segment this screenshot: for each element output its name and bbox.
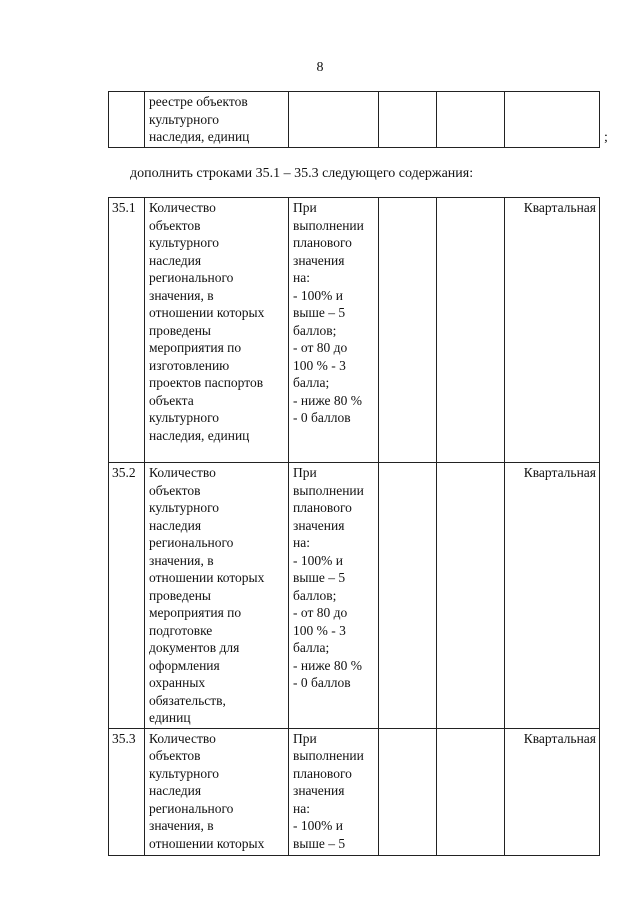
table-cell [109, 92, 145, 148]
cell-text-line: на: [293, 535, 310, 550]
intro-paragraph: дополнить строками 35.1 – 35.3 следующего содержания: [130, 166, 474, 181]
cell-text-line: выше – 5 [293, 305, 346, 320]
table-cell [145, 92, 289, 148]
continued-table [108, 91, 600, 148]
cell-text-line: наследия [149, 783, 202, 798]
cell-text-line: наследия [149, 517, 202, 533]
cell-text-line: значения, в [149, 287, 214, 303]
cell-text-line: При [293, 730, 317, 746]
cell-text-line: значения [293, 783, 345, 798]
cell-text-line: - ниже 80 % [293, 657, 362, 673]
cell-text-line: оформления [149, 657, 220, 673]
table-cell [437, 198, 505, 463]
cell-text-line: на: [293, 800, 310, 816]
cell-text-line: планового [293, 765, 352, 781]
indicator-name [145, 463, 289, 729]
cell-text-line: культурного [149, 235, 220, 250]
cell-text-line: охранных [149, 675, 206, 690]
cell-text-line: - 100% и [293, 818, 343, 833]
cell-text-line: значения, в [149, 552, 214, 568]
cell-text-line: выполнении [293, 217, 364, 233]
cell-text-line: регионального [149, 270, 234, 285]
cell-text-line: планового [293, 235, 352, 250]
cell-text-line: баллов; [293, 587, 337, 603]
table-row [109, 728, 600, 855]
table-cell [379, 198, 437, 463]
indicator-name [145, 728, 289, 855]
table-cell [505, 92, 600, 148]
cell-text-line: значения [293, 517, 345, 533]
table-row [109, 198, 600, 463]
cell-text-line: баллов; [293, 322, 337, 338]
table-row [109, 463, 600, 729]
table-cell [289, 92, 379, 148]
table-cell [437, 463, 505, 729]
table-cell [437, 92, 505, 148]
cell-text-line: - от 80 до [293, 340, 348, 355]
cell-text-line: отношении которых [149, 305, 265, 320]
cell-text-line: документов для [149, 640, 240, 655]
cell-text-line: 100 % - 3 [293, 622, 346, 638]
row-number: 35.1 [109, 198, 145, 463]
cell-text-line: - 0 баллов [293, 675, 351, 690]
cell-text-line: обязательств, [149, 692, 226, 708]
cell-text-line: наследия [149, 252, 202, 268]
cell-text-line: При [293, 465, 317, 480]
cell-text-line: проектов паспортов [149, 375, 264, 390]
cell-text-line: выполнении [293, 482, 364, 498]
table-cell [379, 92, 437, 148]
cell-text-line: значения, в [149, 818, 214, 833]
table-cell [379, 463, 437, 729]
periodicity: Квартальная [505, 463, 600, 729]
scoring-criteria [289, 728, 379, 855]
cell-text-line: При [293, 200, 317, 215]
cell-text-line: отношении которых [149, 570, 265, 585]
row-number: 35.3 [109, 728, 145, 855]
cell-text-line: культурного [149, 111, 220, 127]
periodicity: Квартальная [505, 728, 600, 855]
cell-text-line: объекта [149, 392, 194, 408]
scoring-criteria [289, 198, 379, 463]
scoring-criteria [289, 463, 379, 729]
cell-text-line: наследия, единиц [149, 129, 250, 144]
cell-text-line: объектов [149, 748, 201, 763]
cell-text-line: выше – 5 [293, 570, 346, 585]
cell-text-line: планового [293, 500, 352, 515]
table-cell [379, 728, 437, 855]
cell-text-line: отношении которых [149, 835, 265, 851]
cell-text-line: подготовке [149, 622, 213, 638]
cell-text-line: объектов [149, 482, 201, 498]
cell-text-line: выше – 5 [293, 835, 346, 851]
cell-text-line: Количество [149, 730, 216, 746]
cell-text-line: 100 % - 3 [293, 357, 346, 373]
cell-text-line: объектов [149, 217, 201, 233]
indicators-table [108, 197, 600, 856]
cell-text-line: культурного [149, 500, 220, 515]
indicator-name [145, 198, 289, 463]
cell-text-line: - 100% и [293, 287, 343, 303]
cell-text-line: изготовлению [149, 357, 230, 373]
cell-text-line: регионального [149, 800, 234, 816]
cell-text-line: - от 80 до [293, 605, 348, 620]
cell-text-line: культурного [149, 410, 220, 425]
cell-text-line: балла; [293, 640, 330, 655]
cell-text-line: регионального [149, 535, 234, 550]
periodicity: Квартальная [505, 198, 600, 463]
cell-text-line: мероприятия по [149, 605, 242, 620]
row-number: 35.2 [109, 463, 145, 729]
table-cell [437, 728, 505, 855]
cell-text-line: культурного [149, 765, 220, 781]
cell-text-line: мероприятия по [149, 340, 242, 355]
cell-text-line: реестре объектов [149, 94, 248, 109]
cell-text-line: на: [293, 270, 310, 285]
cell-text-line: балла; [293, 375, 330, 390]
table-row [109, 92, 600, 148]
cell-text-line: Количество [149, 465, 216, 480]
cell-text-line: - 0 баллов [293, 410, 351, 425]
cell-text-line: Количество [149, 200, 216, 215]
cell-text-line: значения [293, 252, 345, 268]
cell-text-line: выполнении [293, 748, 364, 763]
cell-text-line: единиц [149, 710, 191, 725]
cell-text-line: - 100% и [293, 552, 343, 568]
cell-text-line: проведены [149, 587, 211, 603]
page-number: 8 [316, 60, 324, 75]
cell-text-line: - ниже 80 % [293, 392, 362, 408]
cell-text-line: наследия, единиц [149, 427, 250, 443]
cell-text-line: проведены [149, 322, 211, 338]
trailing-semicolon: ; [604, 130, 608, 145]
